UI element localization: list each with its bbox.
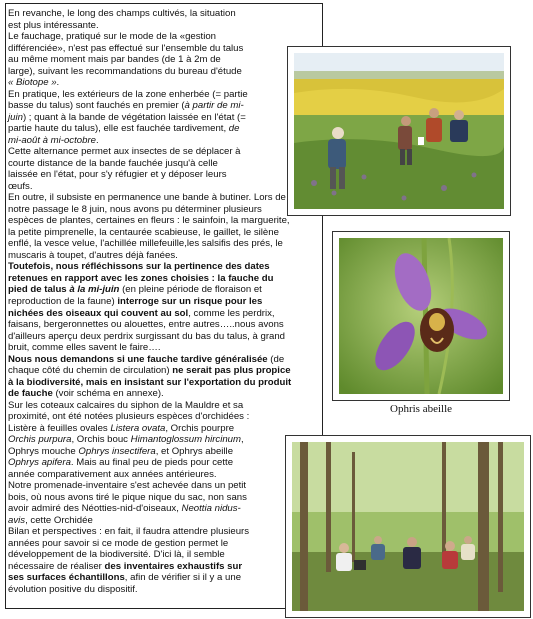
text-segment: retenues en rapport avec les zones choisies : la fauche du — [8, 272, 274, 284]
text-line — [8, 308, 275, 319]
text-segment: années pour savoir si ce mode de gestion permet le — [8, 537, 229, 549]
text-segment: interroge sur un risque pour les — [117, 296, 263, 307]
text-line — [8, 469, 217, 480]
text-line — [8, 377, 291, 388]
orchid-photo — [332, 231, 510, 401]
text-line — [8, 526, 249, 537]
text-line — [8, 572, 241, 583]
text-segment: , comme les perdrix, — [188, 307, 275, 319]
text-line — [8, 20, 99, 31]
text-segment: bois, où nous avons tiré le pique nique du sac, non sans — [8, 491, 247, 503]
text-segment: . — [56, 77, 60, 89]
text-segment: Ophrys mouche — [8, 445, 79, 457]
text-segment: œufs. — [8, 180, 33, 192]
text-segment: nécessaire de réaliser — [8, 560, 105, 572]
text-segment: ses surfaces échantillons — [8, 572, 125, 584]
text-segment: Himantoglossum hircinum — [130, 434, 242, 446]
text-segment: partie haute du talus), elle est fauchée tardivement, — [8, 123, 229, 135]
text-segment: évolution positive du dispositif. — [8, 584, 138, 595]
forest-image — [292, 442, 524, 611]
text-line — [8, 503, 241, 514]
text-line — [8, 31, 216, 42]
text-line — [8, 100, 244, 111]
text-segment: En revanche, le long des champs cultivés, la situation — [8, 8, 236, 19]
text-line — [8, 158, 218, 169]
text-line — [8, 250, 178, 261]
text-segment: Orchis purpura — [8, 434, 72, 446]
text-line — [8, 296, 262, 307]
text-line — [8, 227, 279, 238]
text-segment: notre passage le 8 juin, nous avons pu déterminer plusieurs — [8, 203, 262, 215]
text-line — [8, 215, 290, 226]
text-segment: reproduction de la faune) — [8, 296, 118, 307]
text-line — [8, 238, 283, 249]
text-line — [8, 492, 247, 503]
text-line — [8, 411, 249, 422]
text-line — [8, 446, 233, 457]
text-line — [8, 538, 228, 549]
text-line — [8, 66, 242, 77]
text-segment: développement de la biodiversité. D'ici là, il semble — [8, 549, 225, 561]
text-segment: Sur les coteaux calcaires du siphon de la Mauldre et sa — [8, 399, 244, 411]
text-segment: laissée en l'état, pour s'y réfugier et y déposer leurs — [8, 169, 227, 181]
text-segment: avoir admiré des Néotties-nid-d'oiseaux, — [8, 503, 182, 515]
text-segment: Listera ovata — [110, 422, 166, 434]
text-segment: de fauche — [8, 388, 53, 400]
text-segment: espèces de plantes, certaines en fleurs : le sainfoin, la marguerite, — [8, 215, 290, 227]
text-segment: , afin de vérifier si il y a une — [124, 572, 242, 584]
text-line — [8, 284, 262, 295]
text-segment: à la biodiversité, mais en insistant sur l'exportation du produit — [8, 376, 292, 388]
text-segment: de — [228, 123, 240, 135]
text-line — [8, 43, 243, 54]
text-segment: proximité, ont été notées plusieurs espèces d'orchidées : — [8, 411, 250, 423]
text-segment: juin — [8, 111, 23, 123]
text-segment: différenciée», n'est pas effectué sur l'ensemble du talus — [8, 42, 244, 54]
text-line — [8, 365, 291, 376]
text-line — [8, 584, 138, 595]
text-segment: Neottia nidus- — [181, 503, 241, 515]
text-segment: mi-août à mi-octobre — [8, 134, 96, 146]
text-line — [8, 112, 246, 123]
text-segment: année comparativement aux années antérieures. — [8, 468, 217, 480]
text-segment: est plus intéressante. — [8, 19, 99, 31]
text-line — [8, 8, 236, 19]
text-segment: , Orchis bouc — [71, 434, 131, 446]
text-line — [8, 319, 284, 330]
field-photo — [287, 46, 511, 216]
text-segment: En outre, il subsiste en permanence une bande à butiner. Lors de — [8, 192, 286, 204]
text-segment: , Orchis pourpre — [165, 422, 235, 434]
text-segment: , et Ophrys abeille — [155, 445, 234, 457]
text-segment: Notre promenade-inventaire s'est achevée dans un petit — [8, 480, 247, 492]
text-segment: avis — [8, 514, 26, 526]
text-segment: large), suivant les recommandations du bureau d'étude — [8, 65, 242, 77]
text-segment: , cette Orchidée — [25, 514, 93, 526]
text-line — [8, 400, 243, 411]
text-segment: à la mi-juin — [69, 284, 120, 296]
text-segment: Bilan et perspectives : en fait, il faudra attendre plusieurs — [8, 526, 250, 538]
text-segment: Ophrys apifera — [8, 457, 71, 469]
text-segment: En pratique, les extérieurs de la zone enherbée (= partie — [8, 88, 248, 100]
text-line — [8, 388, 164, 399]
field-image — [294, 53, 504, 209]
text-segment: muscaris à toupet, d'autres déjà fanées. — [8, 249, 178, 261]
orchid-caption: Ophris abeille — [390, 403, 453, 415]
forest-picnic-photo — [285, 435, 531, 618]
text-line — [8, 273, 274, 284]
text-segment: chaque côté du chemin de circulation) — [8, 365, 173, 377]
text-segment: nichées des oiseaux qui couvent au sol — [8, 307, 189, 319]
text-segment: ) ; quant à la bande de végétation laissée en l'état (= — [22, 111, 246, 123]
text-segment: Cette alternance permet aux insectes de se déplacer à — [8, 146, 241, 158]
text-segment: . — [95, 134, 99, 146]
text-segment: (en pleine période de floraison et — [119, 284, 262, 296]
text-line — [8, 204, 262, 215]
text-segment: d'ailleurs aperçu deux perdrix surgissant du bas du talus, à grand — [8, 330, 286, 342]
text-segment: (de — [267, 353, 285, 365]
text-segment: des inventaires exhaustifs sur — [104, 560, 243, 572]
text-segment: à partir de mi- — [184, 100, 244, 112]
text-line — [8, 146, 241, 157]
text-line — [8, 89, 248, 100]
text-segment: pied de talus — [8, 284, 70, 296]
text-line — [8, 423, 234, 434]
text-segment: courte distance de la bande fauchée jusqu'à celle — [8, 157, 218, 169]
text-line — [8, 192, 286, 203]
text-segment: Nous nous demandons si une fauche tardive généralisée — [8, 353, 268, 365]
text-line — [8, 434, 244, 445]
text-line — [8, 457, 233, 468]
text-segment: la petite pimprenelle, la centaurée scabieuse, le gaillet, le silène — [8, 226, 279, 238]
text-line — [8, 354, 284, 365]
text-segment: , — [241, 434, 244, 446]
text-line — [8, 342, 161, 353]
text-line — [8, 549, 225, 560]
text-line — [8, 54, 221, 65]
text-line — [8, 480, 246, 491]
text-segment: Le fauchage, pratiqué sur le mode de la «gestion — [8, 31, 217, 43]
text-segment: Listère à feuilles ovales — [8, 422, 111, 434]
text-line — [8, 169, 227, 180]
text-segment: « Biotope » — [8, 77, 57, 89]
text-line — [8, 123, 239, 134]
text-segment: basse du talus) sont fauchés en premier ( — [8, 100, 185, 112]
text-line — [8, 181, 33, 192]
text-segment: au même moment mais par bandes (de 1 à 2m de — [8, 54, 221, 66]
text-line — [8, 331, 285, 342]
text-line — [8, 261, 270, 272]
text-line — [8, 135, 99, 146]
text-segment: Toutefois, nous réfléchissons sur la pertinence des dates — [8, 261, 270, 273]
text-segment: . Mais au final peu de pieds pour cette — [70, 457, 234, 469]
text-line — [8, 561, 242, 572]
text-segment: ne serait pas plus propice — [172, 365, 291, 377]
text-line — [8, 77, 59, 88]
text-segment: bruit, comme elles savent le faire…. — [8, 342, 161, 354]
text-segment: faisans, bergeronnettes ou alouettes, entre autres…..nous avons — [8, 319, 284, 331]
orchid-image — [339, 238, 503, 394]
text-segment: Ophrys insectifera — [78, 445, 156, 457]
text-segment: enflé, la vesce velue, l'achillée millefeuille,les salsifis des prés, le — [8, 238, 283, 250]
text-line — [8, 515, 93, 526]
text-segment: (voir schéma en annexe). — [52, 388, 164, 400]
